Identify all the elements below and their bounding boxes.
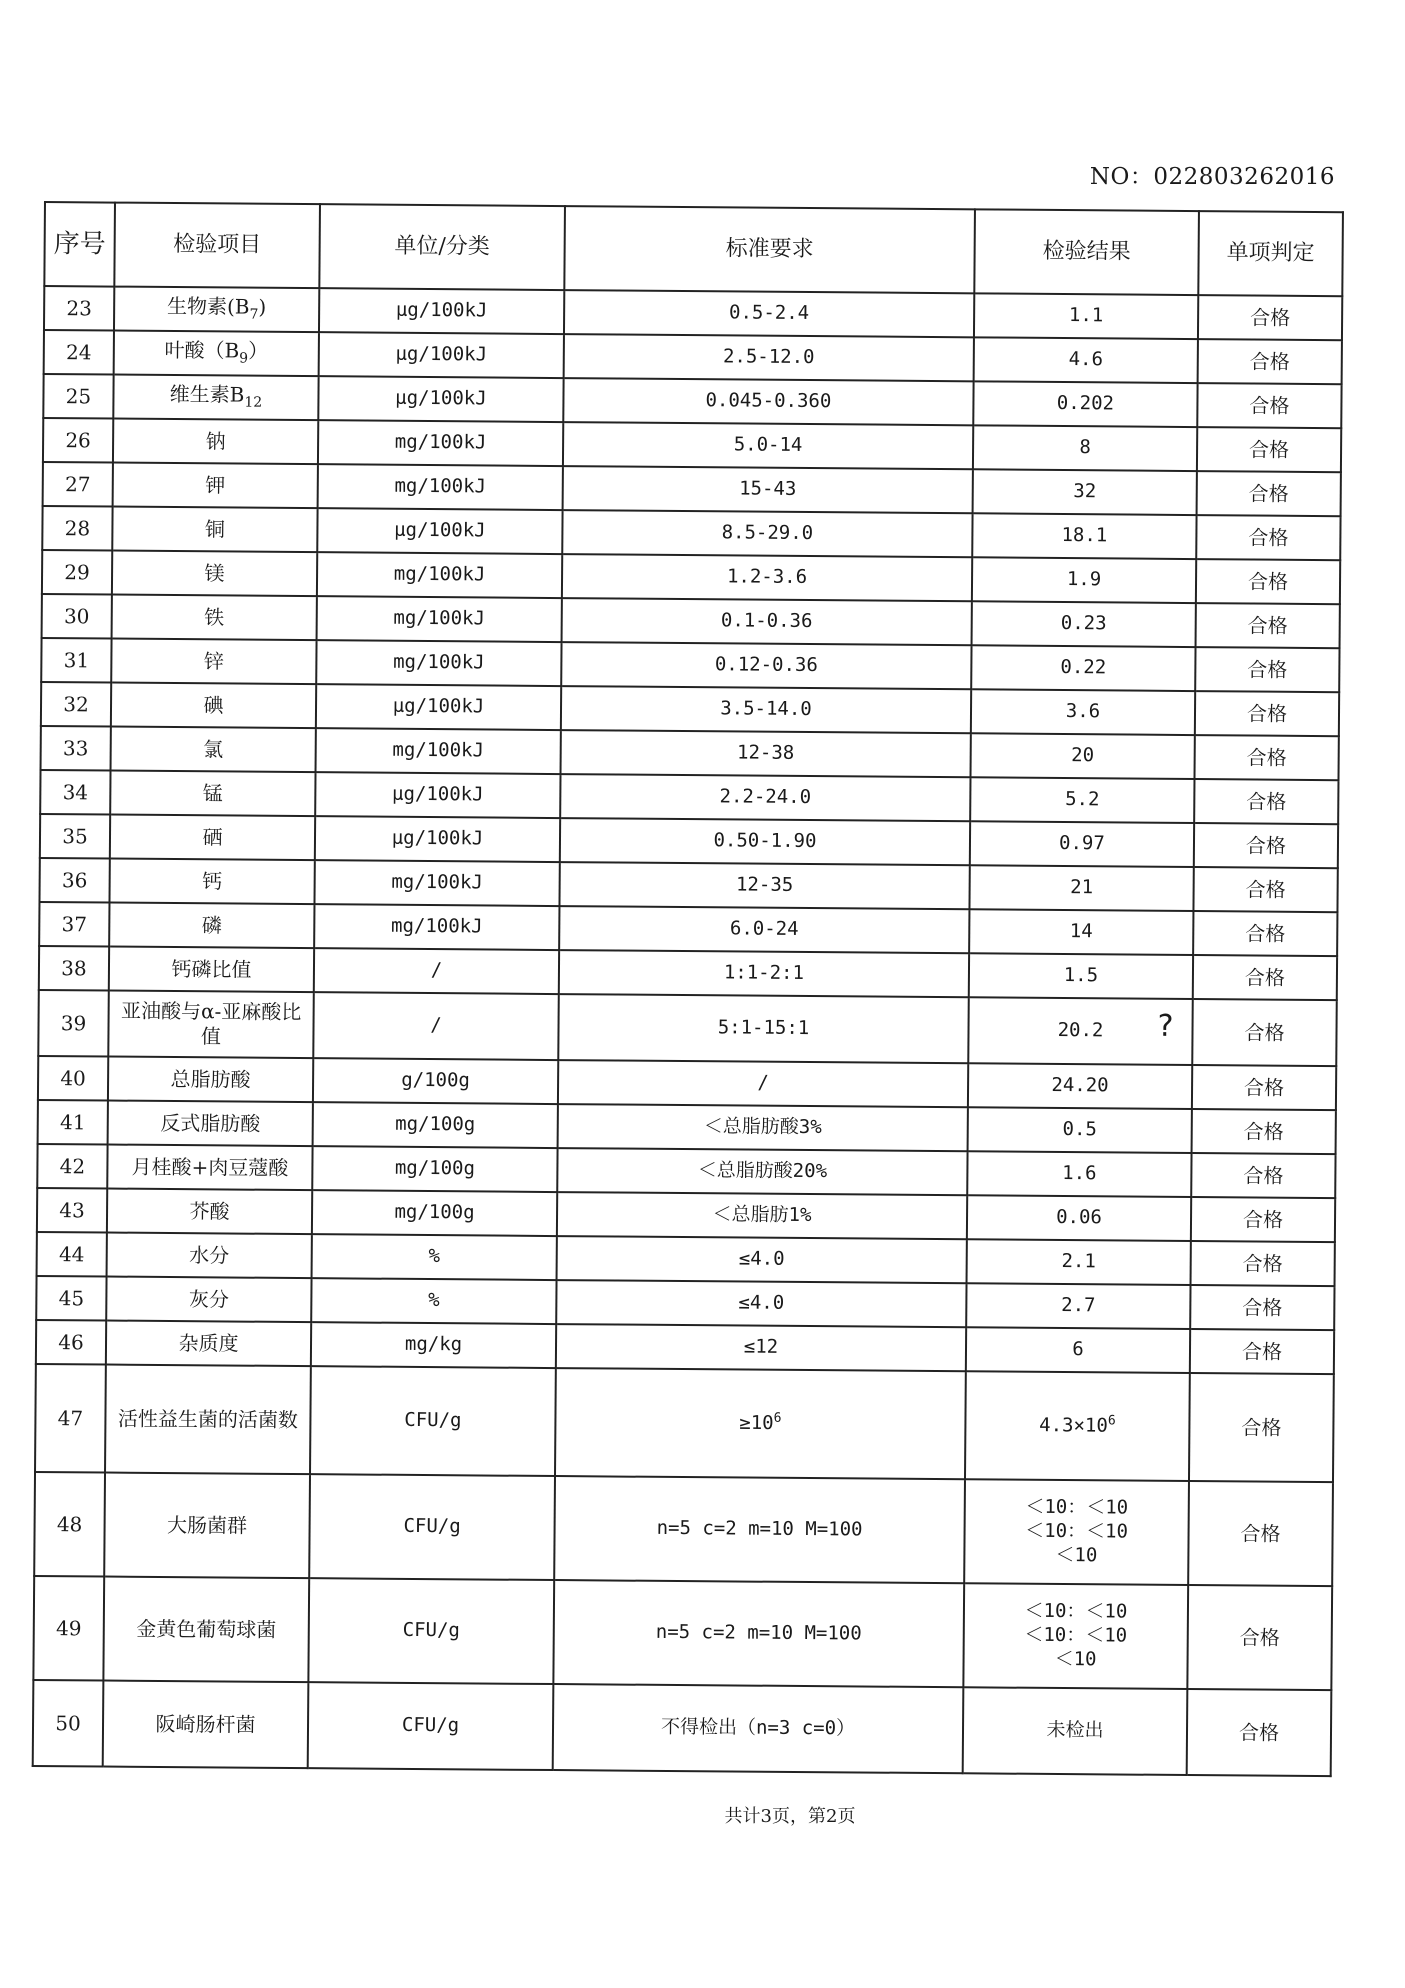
row-item: 钙 (109, 859, 314, 905)
row-unit: mg/100g (312, 1146, 557, 1192)
result-line: ＜10：＜10 (1024, 1623, 1128, 1647)
row-no: 27 (43, 462, 113, 507)
row-verdict: 合格 (1198, 339, 1342, 384)
row-standard: 1.2-3.6 (562, 554, 972, 601)
row-item: 大肠菌群 (104, 1473, 310, 1579)
row-result: 0.23 (972, 601, 1196, 647)
row-verdict: 合格 (1193, 867, 1337, 912)
inspection-table-wrapper (32, 201, 1342, 1761)
row-result (964, 1479, 1189, 1585)
row-unit: CFU/g (308, 1578, 554, 1684)
handwritten-question-mark: ? (1157, 1008, 1174, 1044)
row-verdict: 合格 (1198, 295, 1342, 340)
row-standard: 1:1-2:1 (559, 950, 969, 997)
row-verdict: 合格 (1189, 1373, 1334, 1482)
row-verdict: 合格 (1193, 955, 1337, 1000)
row-result: 32 (973, 469, 1197, 515)
row-item: 锌 (111, 639, 316, 685)
result-text: 20.2 (1057, 1019, 1104, 1042)
row-result: 24.20 (968, 1063, 1192, 1109)
row-standard: ≤4.0 (557, 1236, 967, 1283)
row-no: 48 (34, 1472, 105, 1577)
row-no: 39 (38, 990, 109, 1057)
row-unit: μg/100kJ (319, 288, 564, 334)
row-unit: μg/100kJ (316, 684, 561, 730)
row-no: 49 (33, 1576, 104, 1681)
row-verdict: 合格 (1191, 1197, 1335, 1242)
row-unit: mg/100kJ (317, 552, 562, 598)
row-verdict: 合格 (1194, 823, 1338, 868)
row-standard: ＜总脂肪1% (557, 1192, 967, 1239)
row-verdict: 合格 (1196, 559, 1340, 604)
row-unit: / (313, 992, 559, 1060)
row-standard: 0.5-2.4 (564, 290, 974, 337)
row-result: 0.202 (973, 381, 1197, 427)
page-footer: 共计3页，第2页 (724, 1806, 856, 1827)
item-subscript: 12 (244, 394, 263, 411)
row-verdict: 合格 (1192, 1109, 1336, 1154)
row-standard: n=5 c=2 m=10 M=100 (553, 1580, 964, 1687)
result-line: ＜10：＜10 (1024, 1600, 1128, 1623)
header-verdict: 单项判定 (1198, 211, 1343, 296)
row-no: 34 (40, 770, 110, 815)
row-result: 21 (969, 865, 1193, 911)
row-verdict: 合格 (1195, 647, 1339, 692)
result-line: ＜10：＜10 (1025, 1496, 1129, 1519)
row-item: 钠 (113, 419, 318, 465)
row-unit: mg/100kJ (317, 596, 562, 642)
table-row (35, 1364, 1334, 1482)
row-unit: mg/100kJ (314, 904, 559, 950)
row-verdict: 合格 (1197, 383, 1341, 428)
item-tail: ) (258, 294, 267, 319)
row-no: 23 (44, 286, 114, 331)
row-result: 20 (971, 733, 1195, 779)
row-no: 33 (41, 726, 111, 771)
row-unit: CFU/g (310, 1366, 556, 1476)
row-standard: n=5 c=2 m=10 M=100 (554, 1476, 965, 1583)
result-exponent: 6 (1107, 1413, 1116, 1429)
row-verdict: 合格 (1190, 1329, 1334, 1374)
item-text: 叶酸（B (164, 338, 240, 363)
row-standard: 8.5-29.0 (562, 510, 972, 557)
row-result: 0.22 (971, 645, 1195, 691)
row-item: 钙磷比值 (109, 947, 314, 993)
row-standard: / (558, 1060, 968, 1107)
report-number: NO：022803262016 (1089, 164, 1335, 190)
row-result: 0.5 (968, 1107, 1192, 1153)
row-verdict: 合格 (1196, 603, 1340, 648)
header-result: 检验结果 (974, 209, 1199, 295)
row-standard: 0.045-0.360 (563, 378, 973, 425)
row-standard: 不得检出（n=3 c=0） (553, 1684, 964, 1773)
row-unit: CFU/g (309, 1474, 555, 1580)
row-item: 硒 (110, 815, 315, 861)
row-result (968, 997, 1193, 1065)
row-result: 0.06 (967, 1195, 1191, 1241)
row-unit: / (314, 948, 559, 994)
row-verdict: 合格 (1190, 1285, 1334, 1330)
row-result: 3.6 (971, 689, 1195, 735)
row-no: 50 (33, 1680, 104, 1767)
row-verdict: 合格 (1196, 515, 1340, 560)
item-subscript: 9 (239, 350, 249, 367)
row-verdict: 合格 (1187, 1585, 1332, 1690)
item-text: 生物素(B (166, 294, 250, 319)
table-row (33, 1680, 1332, 1776)
row-no: 46 (36, 1320, 106, 1365)
result-line: ＜10 (1055, 1543, 1098, 1567)
row-no: 44 (37, 1232, 107, 1277)
row-unit: μg/100kJ (315, 772, 560, 818)
row-item: 总脂肪酸 (108, 1057, 313, 1103)
row-result: 1.6 (967, 1151, 1191, 1197)
row-standard: ＜总脂肪酸20% (557, 1148, 967, 1195)
table-header-row (44, 202, 1343, 296)
table-row (34, 1472, 1333, 1586)
header-item: 检验项目 (114, 203, 320, 289)
row-unit: mg/kg (311, 1322, 556, 1368)
row-standard: 0.50-1.90 (560, 818, 970, 865)
row-no: 24 (44, 330, 114, 375)
row-result (965, 1371, 1190, 1481)
row-item: 锰 (110, 771, 315, 817)
row-unit: mg/100g (312, 1190, 557, 1236)
row-item: 水分 (107, 1233, 312, 1279)
row-verdict: 合格 (1194, 735, 1338, 780)
row-item: 金黄色葡萄球菌 (103, 1577, 309, 1683)
row-unit: mg/100kJ (316, 640, 561, 686)
row-standard: ＜总脂肪酸3% (558, 1104, 968, 1151)
row-standard: 5.0-14 (563, 422, 973, 469)
row-standard: 6.0-24 (559, 906, 969, 953)
row-unit: CFU/g (308, 1682, 554, 1770)
row-no: 38 (39, 946, 109, 991)
row-standard: ≤12 (556, 1324, 966, 1371)
row-standard: 12-35 (559, 862, 969, 909)
row-item: 钾 (113, 463, 318, 509)
row-item: 镁 (112, 551, 317, 597)
row-result: 2.7 (966, 1283, 1190, 1329)
row-standard: ≤4.0 (556, 1280, 966, 1327)
row-verdict: 合格 (1194, 779, 1338, 824)
row-standard: 15-43 (563, 466, 973, 513)
row-unit: % (312, 1234, 557, 1280)
row-item: 反式脂肪酸 (108, 1101, 313, 1147)
row-no: 42 (37, 1144, 107, 1189)
row-unit: mg/100kJ (314, 860, 559, 906)
row-item: 灰分 (106, 1277, 311, 1323)
row-result: 4.6 (974, 337, 1198, 383)
row-result: 6 (966, 1327, 1190, 1373)
row-item (114, 331, 319, 377)
row-result: 0.97 (970, 821, 1194, 867)
item-tail: ） (248, 338, 269, 364)
row-no: 29 (42, 550, 112, 595)
result-line: ＜10：＜10 (1025, 1519, 1129, 1543)
header-unit: 单位/分类 (319, 204, 565, 290)
row-unit: μg/100kJ (318, 376, 563, 422)
row-item (114, 287, 319, 333)
row-unit: mg/100kJ (316, 728, 561, 774)
row-result (963, 1583, 1188, 1689)
row-unit: g/100g (313, 1058, 558, 1104)
row-unit: μg/100kJ (319, 332, 564, 378)
row-standard: 12-38 (561, 730, 971, 777)
row-standard: 0.1-0.36 (562, 598, 972, 645)
row-result: 1.1 (974, 293, 1198, 339)
row-no: 40 (38, 1056, 108, 1101)
row-result: 1.5 (969, 953, 1193, 999)
table-row (38, 990, 1336, 1066)
row-standard: 0.12-0.36 (561, 642, 971, 689)
row-unit: mg/100kJ (318, 420, 563, 466)
row-verdict: 合格 (1197, 427, 1341, 472)
row-unit: mg/100kJ (318, 464, 563, 510)
row-standard (555, 1368, 966, 1479)
row-item: 铜 (112, 507, 317, 553)
row-unit: % (311, 1278, 556, 1324)
item-subscript: 7 (249, 306, 259, 323)
header-no: 序号 (44, 202, 115, 287)
row-item: 活性益生菌的活菌数 (105, 1365, 311, 1475)
row-item: 亚油酸与α-亚麻酸比值 (108, 991, 314, 1059)
row-item: 阪崎肠杆菌 (103, 1681, 309, 1769)
row-no: 28 (42, 506, 112, 551)
row-standard: 5:1-15:1 (558, 994, 969, 1063)
row-result: 18.1 (972, 513, 1196, 559)
row-standard: 3.5-14.0 (561, 686, 971, 733)
row-no: 36 (39, 858, 109, 903)
row-standard: 2.5-12.0 (564, 334, 974, 381)
row-verdict: 合格 (1197, 471, 1341, 516)
row-verdict: 合格 (1188, 1481, 1333, 1586)
row-verdict: 合格 (1191, 1153, 1335, 1198)
row-result: 14 (969, 909, 1193, 955)
row-no: 31 (41, 638, 111, 683)
row-item: 铁 (112, 595, 317, 641)
row-item: 氯 (111, 727, 316, 773)
standard-exponent: 6 (773, 1411, 782, 1427)
row-item (113, 375, 318, 421)
row-verdict: 合格 (1195, 691, 1339, 736)
row-no: 41 (38, 1100, 108, 1145)
row-no: 35 (40, 814, 110, 859)
result-text: 4.3×10 (1039, 1414, 1108, 1438)
row-no: 43 (37, 1188, 107, 1233)
row-item: 杂质度 (106, 1321, 311, 1367)
row-verdict: 合格 (1192, 1065, 1336, 1110)
row-no: 47 (35, 1364, 106, 1473)
item-text: 维生素B (169, 382, 245, 407)
row-verdict: 合格 (1191, 1241, 1335, 1286)
row-unit: μg/100kJ (315, 816, 560, 862)
row-result: 1.9 (972, 557, 1196, 603)
row-item: 芥酸 (107, 1189, 312, 1235)
row-verdict: 合格 (1192, 999, 1337, 1066)
row-item: 月桂酸+肉豆蔻酸 (107, 1145, 312, 1191)
row-verdict: 合格 (1193, 911, 1337, 956)
row-result: 5.2 (970, 777, 1194, 823)
result-line: ＜10 (1054, 1647, 1097, 1671)
row-no: 45 (36, 1276, 106, 1321)
row-result: 2.1 (967, 1239, 1191, 1285)
row-unit: μg/100kJ (317, 508, 562, 554)
row-no: 25 (43, 374, 113, 419)
standard-text: ≥10 (739, 1412, 774, 1435)
inspection-results-table (32, 201, 1344, 1777)
row-standard: 2.2-24.0 (560, 774, 970, 821)
row-unit: mg/100g (313, 1102, 558, 1148)
row-no: 32 (41, 682, 111, 727)
row-no: 26 (43, 418, 113, 463)
row-result: 未检出 (963, 1687, 1188, 1775)
row-no: 37 (39, 902, 109, 947)
table-row (33, 1576, 1332, 1690)
row-verdict: 合格 (1187, 1689, 1332, 1776)
header-standard: 标准要求 (564, 206, 975, 293)
row-item: 碘 (111, 683, 316, 729)
row-item: 磷 (109, 903, 314, 949)
row-result: 8 (973, 425, 1197, 471)
row-no: 30 (42, 594, 112, 639)
